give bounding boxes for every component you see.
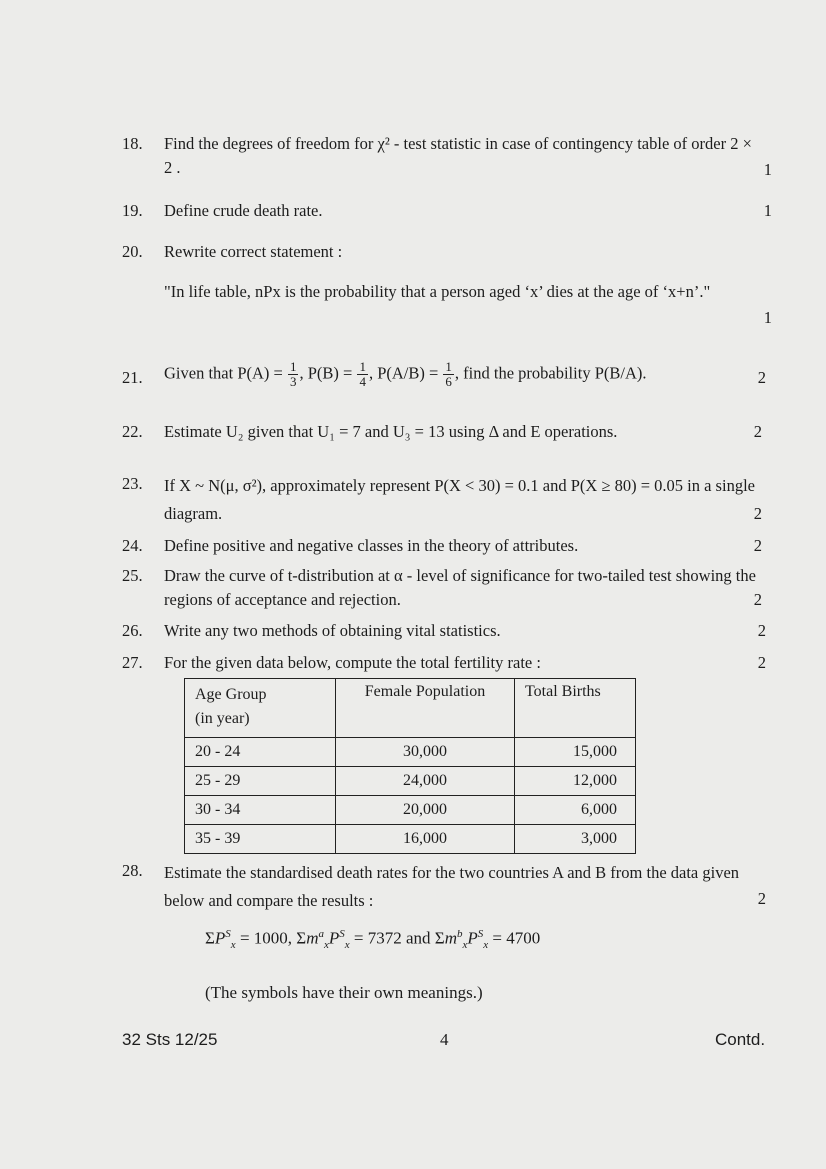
question-marks: 2 [753, 536, 762, 555]
question-text: "In life table, nPx is the probability that a person aged ‘x’ dies at the age of ‘x+n’." [164, 282, 711, 301]
question-marks: 2 [753, 422, 762, 441]
formula-text: = 1000, [239, 928, 297, 948]
question-text: Define positive and negative classes in the theory of attributes. [164, 536, 579, 555]
question-number: 26. [122, 621, 143, 640]
text-part: Given that P(A) = [164, 363, 287, 383]
cell-total-births: 12,000 [515, 767, 636, 796]
question-23 [122, 472, 772, 524]
formula-sub: x [462, 939, 468, 952]
cell-age-group: 25 - 29 [185, 767, 336, 796]
cell-female-population: 20,000 [336, 796, 515, 825]
question-text: Write any two methods of obtaining vital statistics. [164, 621, 501, 640]
table-row [185, 738, 636, 767]
fertility-table [184, 678, 636, 854]
cell-total-births: 15,000 [515, 738, 636, 767]
question-number: 24. [122, 536, 143, 555]
text-part: , P(A/B) = [368, 363, 443, 383]
question-marks: 2 [753, 504, 762, 523]
table-row [185, 767, 636, 796]
question-marks: 1 [763, 160, 772, 179]
cell-total-births: 6,000 [515, 796, 636, 825]
question-number: 27. [122, 653, 143, 672]
question-20 [122, 240, 772, 264]
question-text: Find the degrees of freedom for χ² - test statistic in case of contingency table of order 2 × 2 . [164, 134, 752, 177]
question-22 [122, 420, 772, 444]
question-text: Estimate the standardised death rates for the two countries A and B from the data given below and compare the results : [164, 863, 740, 910]
formula-sup: a [318, 928, 324, 940]
formula-text: = 4700 [492, 928, 541, 948]
question-number: 18. [122, 134, 143, 153]
question-number: 22. [122, 422, 143, 441]
sum-symbol: Σ [296, 928, 307, 948]
question-marks: 1 [763, 201, 772, 220]
question-number: 25. [122, 566, 143, 585]
header-sub-label: (in year) [195, 710, 250, 727]
header-total-births: Total Births [515, 679, 636, 738]
cell-total-births: 3,000 [515, 825, 636, 854]
fraction [357, 360, 368, 389]
table-row [185, 825, 636, 854]
question-marks: 1 [763, 308, 772, 327]
question-marks: 2 [757, 621, 766, 640]
formula-sub: x [230, 939, 236, 952]
formula-var: P [214, 928, 226, 948]
denominator: 4 [359, 374, 366, 389]
formula-sub: x [483, 939, 489, 952]
question-text: For the given data below, compute the total fertility rate : [164, 653, 541, 672]
paper-code: 32 Sts 12/25 [122, 1030, 218, 1049]
denominator: 6 [445, 374, 452, 389]
question-marks: 2 [757, 653, 766, 672]
question-19 [122, 199, 772, 223]
fraction [288, 360, 299, 389]
question-text [164, 360, 772, 389]
question-27 [122, 651, 772, 675]
question-marks: 2 [757, 368, 766, 387]
denominator: 3 [289, 374, 297, 389]
page-number: 4 [440, 1030, 449, 1049]
numerator: 1 [445, 359, 452, 374]
cell-age-group: 35 - 39 [185, 825, 336, 854]
header-label: Age Group [195, 686, 267, 703]
table-row [185, 796, 636, 825]
table-header-row [185, 679, 636, 738]
continued-label: Contd. [715, 1030, 766, 1049]
formula-var: P [328, 928, 340, 948]
cell-female-population: 30,000 [336, 738, 515, 767]
formula-var: m [306, 928, 319, 948]
question-28 [122, 859, 772, 911]
formula-text: = 7372 and [353, 928, 435, 948]
question-marks: 2 [757, 889, 766, 908]
symbols-note: (The symbols have their own meanings.) [205, 983, 483, 1002]
formula-sup: S [339, 928, 345, 940]
cell-female-population: 24,000 [336, 767, 515, 796]
cell-age-group: 20 - 24 [185, 738, 336, 767]
question-text: If X ~ N(μ, σ²), approximately represent P(X < 30) = 0.1 and P(X ≥ 80) = 0.05 in a single diagram. [164, 476, 755, 523]
numerator: 1 [359, 359, 366, 374]
question-18 [122, 132, 772, 182]
text-part: , P(B) = [299, 363, 357, 383]
sum-symbol: Σ [205, 928, 215, 948]
formula-sub: x [323, 939, 329, 952]
question-marks: 2 [753, 590, 762, 609]
question-text: Define crude death rate. [164, 201, 323, 220]
formula-sup: b [456, 928, 463, 940]
sum-symbol: Σ [434, 928, 445, 948]
formula-sub: x [344, 939, 350, 952]
question-text: Draw the curve of t-distribution at α - level of significance for two-tailed test showing the regions of acceptance and rejection. [164, 566, 756, 609]
fraction [443, 360, 454, 389]
question-number: 28. [122, 861, 143, 880]
question-25 [122, 564, 772, 612]
question-number: 19. [122, 201, 143, 220]
numerator: 1 [289, 359, 297, 374]
formula-sup: S [225, 928, 231, 940]
question-number: 21. [122, 368, 143, 387]
header-female-population: Female Population [336, 679, 515, 738]
cell-female-population: 16,000 [336, 825, 515, 854]
question-number: 23. [122, 474, 143, 493]
question-26 [122, 619, 772, 643]
formula [205, 928, 540, 951]
formula-sup: S [477, 928, 484, 940]
question-24 [122, 534, 772, 558]
formula-var: m [444, 928, 457, 948]
question-text: Estimate U₂ given that U₁ = 7 and U₃ = 13 using Δ and E operations. [164, 422, 618, 441]
header-age-group [185, 679, 336, 738]
question-20-statement [122, 280, 772, 330]
cell-age-group: 30 - 34 [185, 796, 336, 825]
question-21 [122, 360, 772, 396]
question-text: Rewrite correct statement : [164, 242, 343, 261]
formula-var: P [467, 928, 478, 948]
question-number: 20. [122, 242, 143, 261]
text-part: , find the probability P(B/A). [454, 363, 647, 383]
